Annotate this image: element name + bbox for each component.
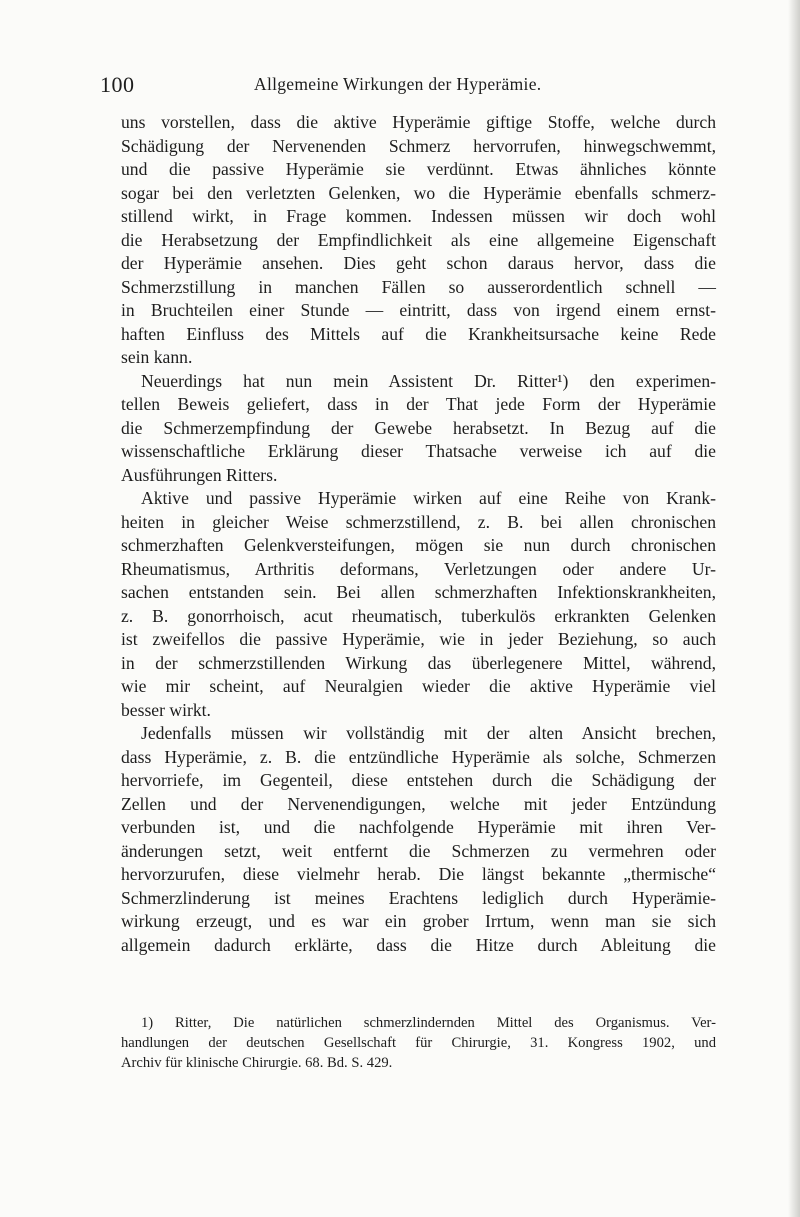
text-line: in Bruchteilen einer Stunde — eintritt, dass von irgend einem ernst- — [121, 300, 716, 320]
text-line: die Herabsetzung der Empfindlichkeit als eine allgemeine Eigenschaft — [121, 229, 716, 250]
text-line: besser wirkt. — [121, 699, 211, 720]
text-line: in der schmerzstillenden Wirkung das überlegenere Mittel, während, — [121, 652, 716, 673]
footnote-line: handlungen der deutschen Gesellschaft für Chirurgie, 31. Kongress 1902, und — [121, 1035, 716, 1051]
text-line: sein kann. — [121, 347, 193, 367]
text-line: schmerzhaften Gelenkversteifungen, mögen sie nun durch chronischen — [121, 535, 716, 555]
text-line: z. B. gonorrhoisch, acut rheumatisch, tuberkulös erkrankten Gelenken — [121, 605, 716, 626]
footnotes — [121, 1013, 716, 1073]
page-number: 100 — [100, 72, 135, 97]
footnote-line: 1) Ritter, Die natürlichen schmerzlindernden Mittel des Organismus. Ver- — [141, 1015, 716, 1031]
text-line: hervorzurufen, diese vielmehr herab. Die längst bekannte „thermische“ — [121, 864, 716, 884]
text-line: Neuerdings hat nun mein Assistent Dr. Ritter¹) den experimen- — [141, 370, 716, 391]
text-line: Schmerzstillung in manchen Fällen so ausserordentlich schnell — — [121, 276, 716, 297]
text-line: verbunden ist, und die nachfolgende Hyperämie mit ihren Ver- — [121, 817, 716, 837]
text-line: tellen Beweis geliefert, dass in der That jede Form der Hyperämie — [121, 394, 716, 414]
main-text — [121, 111, 716, 957]
text-line: änderungen setzt, weit entfernt die Schmerzen zu vermehren oder — [121, 840, 716, 861]
text-line: und die passive Hyperämie sie verdünnt. Etwas ähnliches könnte — [121, 159, 716, 179]
text-line: stillend wirkt, in Frage kommen. Indessen müssen wir doch wohl — [121, 206, 716, 226]
page-header — [100, 72, 720, 98]
text-line: haften Einfluss des Mittels auf die Krankheitsursache keine Rede — [121, 323, 716, 344]
text-line: Schädigung der Nervenenden Schmerz hervorrufen, hinwegschwemmt, — [121, 135, 716, 156]
text-line: heiten in gleicher Weise schmerzstillend, z. B. bei allen chronischen — [121, 511, 716, 532]
text-line: Aktive und passive Hyperämie wirken auf eine Reihe von Krank- — [141, 488, 716, 508]
page-edge-shadow — [788, 0, 800, 1217]
text-line: sachen entstanden sein. Bei allen schmerzhaften Infektionskrankheiten, — [121, 582, 716, 602]
text-line: hervorriefe, im Gegenteil, diese entstehen durch die Schädigung der — [121, 770, 716, 790]
text-line: wie mir scheint, auf Neuralgien wieder die aktive Hyperämie viel — [121, 676, 716, 696]
text-line: Ausführungen Ritters. — [121, 464, 278, 485]
text-line: Rheumatismus, Arthritis deformans, Verletzungen oder andere Ur- — [121, 558, 716, 579]
text-line: dass Hyperämie, z. B. die entzündliche Hyperämie als solche, Schmerzen — [121, 746, 716, 767]
text-line: wissenschaftliche Erklärung dieser Thatsache verweise ich auf die — [121, 441, 716, 461]
text-line: allgemein dadurch erklärte, dass die Hitze durch Ableitung die — [121, 934, 716, 955]
running-title: Allgemeine Wirkungen der Hyperämie. — [254, 74, 542, 94]
text-line: die Schmerzempfindung der Gewebe herabsetzt. In Bezug auf die — [121, 417, 716, 438]
text-line: Jedenfalls müssen wir vollständig mit der alten Ansicht brechen, — [141, 723, 716, 743]
text-line: Schmerzlinderung ist meines Erachtens lediglich durch Hyperämie- — [121, 887, 716, 908]
footnote-line: Archiv für klinische Chirurgie. 68. Bd. S. 429. — [121, 1055, 393, 1071]
text-line: sogar bei den verletzten Gelenken, wo die Hyperämie ebenfalls schmerz- — [121, 182, 716, 203]
text-line: Zellen und der Nervenendigungen, welche mit jeder Entzündung — [121, 793, 716, 814]
text-line: uns vorstellen, dass die aktive Hyperämie giftige Stoffe, welche durch — [121, 112, 716, 132]
text-line: ist zweifellos die passive Hyperämie, wie in jeder Beziehung, so auch — [121, 629, 716, 649]
text-line: der Hyperämie ansehen. Dies geht schon daraus hervor, dass die — [121, 253, 716, 273]
text-line: wirkung erzeugt, und es war ein grober Irrtum, wenn man sie sich — [121, 911, 716, 931]
